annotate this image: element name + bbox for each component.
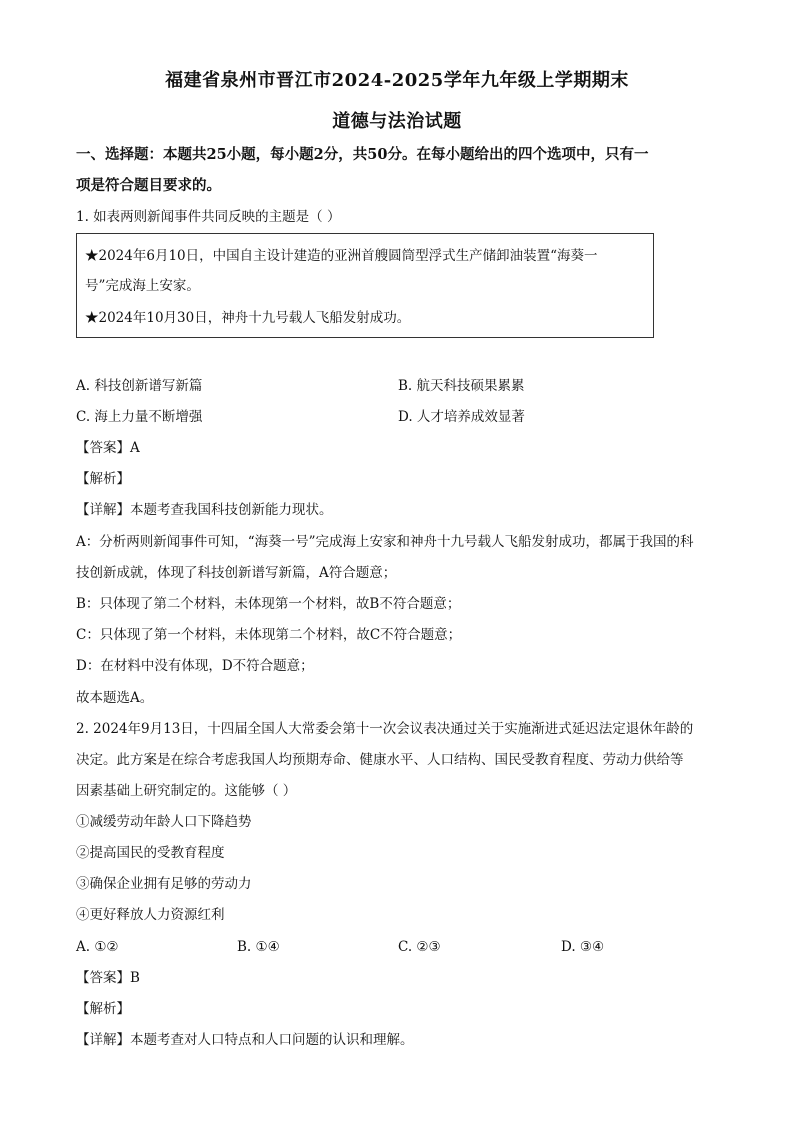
q1-answer: 【答案】A bbox=[76, 440, 140, 456]
q2-answer: 【答案】B bbox=[76, 970, 140, 986]
q1-option-a: A. 科技创新谱写新篇 bbox=[76, 378, 203, 394]
section-header-line1: 一、选择题：本题共25小题，每小题2分，共50分。在每小题给出的四个选项中，只有一 bbox=[76, 146, 649, 163]
q1-material-line1: ★2024年6月10日，中国自主设计建造的亚洲首艘圆筒型浮式生产储卸油装置“海葵一 bbox=[85, 248, 598, 264]
q2-stem-line3: 因素基础上研究制定的。这能够（ ） bbox=[76, 783, 297, 799]
page-subtitle: 道德与法治试题 bbox=[332, 111, 462, 132]
q1-explanation-d: D：在材料中没有体现，D不符合题意； bbox=[76, 658, 314, 674]
q1-stem: 1. 如表两则新闻事件共同反映的主题是（ ） bbox=[76, 209, 341, 225]
q2-stem-line2: 决定。此方案是在综合考虑我国人均预期寿命、健康水平、人口结构、国民受教育程度、劳动力供给等 bbox=[76, 752, 684, 768]
q2-option-a: A. ①② bbox=[76, 939, 119, 955]
q1-explanation-a-line2: 技创新成就，体现了科技创新谱写新篇，A符合题意； bbox=[76, 565, 397, 581]
section-header-line2: 项是符合题目要求的。 bbox=[76, 177, 221, 194]
q2-detail: 【详解】本题考查对人口特点和人口问题的认识和理解。 bbox=[76, 1032, 414, 1048]
q1-material-line3: ★2024年10月30日，神舟十九号载人飞船发射成功。 bbox=[85, 310, 411, 326]
q2-item-2: ②提高国民的受教育程度 bbox=[76, 845, 225, 861]
page-title: 福建省泉州市晋江市2024-2025学年九年级上学期期末 bbox=[165, 70, 629, 91]
q1-option-d: D. 人才培养成效显著 bbox=[398, 409, 525, 425]
q1-explanation-c: C：只体现了第一个材料，未体现第二个材料，故C不符合题意； bbox=[76, 627, 462, 643]
q1-explanation-b: B：只体现了第二个材料，未体现第一个材料，故B不符合题意； bbox=[76, 596, 461, 612]
q2-item-4: ④更好释放人力资源红利 bbox=[76, 907, 225, 923]
q2-option-b: B. ①④ bbox=[237, 939, 280, 955]
q2-item-1: ①减缓劳动年龄人口下降趋势 bbox=[76, 814, 252, 830]
q2-option-c: C. ②③ bbox=[398, 939, 441, 955]
q1-option-c: C. 海上力量不断增强 bbox=[76, 409, 203, 425]
q1-explanation-a-line1: A：分析两则新闻事件可知，“海葵一号”完成海上安家和神舟十九号载人飞船发射成功，都属于我国的科 bbox=[76, 534, 694, 550]
q1-analysis-label: 【解析】 bbox=[76, 471, 130, 487]
q2-option-d: D. ③④ bbox=[561, 939, 605, 955]
q1-detail: 【详解】本题考查我国科技创新能力现状。 bbox=[76, 502, 333, 518]
q2-analysis-label: 【解析】 bbox=[76, 1001, 130, 1017]
q1-option-b: B. 航天科技硕果累累 bbox=[398, 378, 525, 394]
q2-stem-line1: 2. 2024年9月13日，十四届全国人大常委会第十一次会议表决通过关于实施渐进式延迟法定退休年龄的 bbox=[76, 721, 694, 737]
q1-conclusion: 故本题选A。 bbox=[76, 690, 154, 706]
q2-item-3: ③确保企业拥有足够的劳动力 bbox=[76, 876, 252, 892]
q1-material-line2: 号”完成海上安家。 bbox=[85, 278, 200, 294]
q1-material-box bbox=[76, 233, 654, 338]
